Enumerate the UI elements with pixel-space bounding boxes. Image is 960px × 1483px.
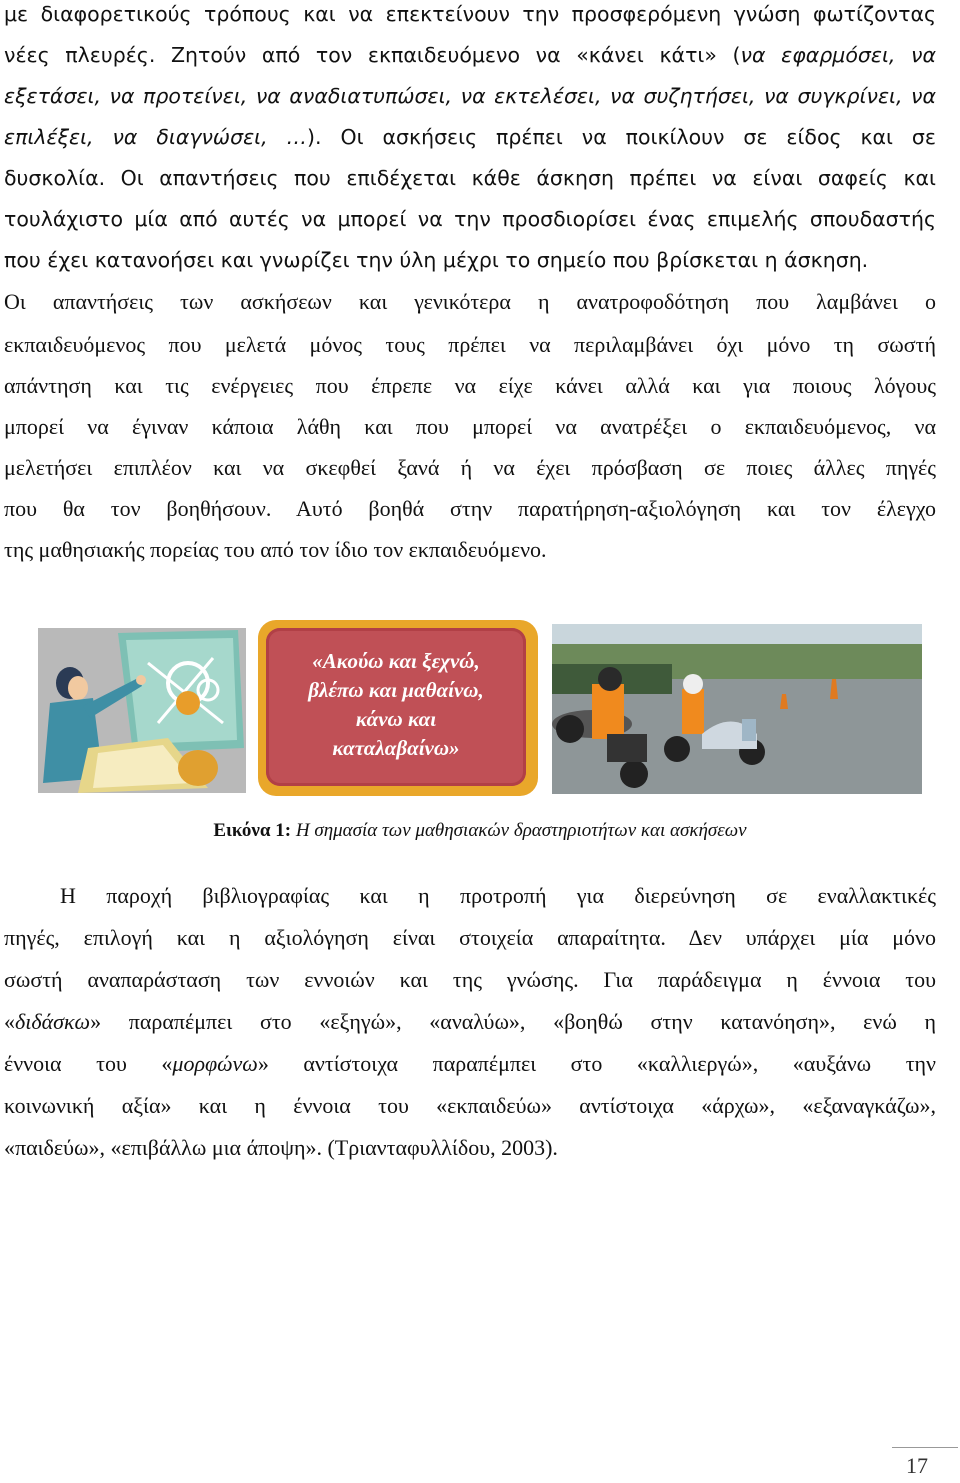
para2-line7: της μαθησιακής πορείας του από τον ίδιο τον εκπαιδευόμενο. <box>4 537 547 562</box>
figure <box>0 620 960 800</box>
quote-line1: «Ακούω και ξεχνώ, <box>312 649 480 673</box>
caption-text: Η σημασία των μαθησιακών δραστηριοτήτων και ασκήσεων <box>295 820 747 841</box>
para2-line3: απάντηση και τις ενέργειες που έπρεπε να είχε κάνει αλλά και για ποιους λόγους <box>4 373 936 398</box>
quote-line4: καταλαβαίνω» <box>332 736 460 760</box>
quote-line2: βλέπω και μαθαίνω, <box>308 678 484 702</box>
para3-line3: σωστή αναπαράσταση των εννοιών και της γνώσης. Για παράδειγμα η έννοια του <box>4 967 936 992</box>
para3-line7: «παιδεύω», «επιβάλλω μια άποψη». (Τριανταφυλλίδου, 2003). <box>4 1135 558 1160</box>
teacher-clipart-image <box>38 628 246 793</box>
para3-line5-c: » αντίστοιχα παραπέμπει στο «καλλιεργώ», «αυξάνω την <box>257 1051 936 1076</box>
para1-line4-b: ). Οι ασκήσεις πρέπει να ποικίλουν σε είδος και σε <box>307 125 936 149</box>
para1-line3: εξετάσει, να προτείνει, να αναδιατυπώσει, να εκτελέσει, να συζητήσει, να συγκρίνει, να <box>4 84 936 108</box>
para3-line5-italic: μορφώνω <box>172 1051 258 1076</box>
page-number: 17 <box>906 1453 928 1478</box>
para1-line2-italic: να εφαρμόσει, να <box>740 43 937 67</box>
para3-line4-italic: διδάσκω <box>15 1009 91 1034</box>
para3-line1: Η παροχή βιβλιογραφίας και η προτροπή για διερεύνηση σε εναλλακτικές <box>60 883 936 908</box>
para3-line5 <box>4 1051 936 1077</box>
quote-line3: κάνω και <box>355 707 437 731</box>
para3-line6: κοινωνική αξία» και η έννοια του «εκπαιδεύω» αντίστοιχα «άρχω», «εξαναγκάζω», <box>4 1093 936 1118</box>
para2-line6: που θα τον βοηθήσουν. Αυτό βοηθά στην παρατήρηση-αξιολόγηση και τον έλεγχο <box>4 496 936 521</box>
para3-line4 <box>4 1009 936 1035</box>
para1-line1: με διαφορετικούς τρόπους και να επεκτείνουν την προσφερόμενη γνώση φωτίζοντας <box>4 2 936 26</box>
para3-line2: πηγές, επιλογή και η αξιολόγηση είναι στοιχεία απαραίτητα. Δεν υπάρχει μία μόνο <box>4 925 936 950</box>
caption-label: Εικόνα 1: <box>213 820 292 841</box>
quote-text <box>266 647 526 763</box>
para3-line4-c: » παραπέμπει στο «εξηγώ», «αναλύω», «βοηθώ στην κατανόηση», ενώ η <box>90 1009 936 1034</box>
para1-line5: δυσκολία. Οι απαντήσεις που επιδέχεται κάθε άσκηση πρέπει να είναι σαφείς και <box>4 166 936 190</box>
page-number-rule <box>892 1447 958 1448</box>
para2-line5: μελετήσει επιπλέον και να σκεφθεί ξανά ή να έχει πρόσβαση σε ποιες άλλες πηγές <box>4 455 936 480</box>
para2-line1: Οι απαντήσεις των ασκήσεων και γενικότερα η ανατροφοδότηση που λαμβάνει ο <box>4 289 936 314</box>
para1-line6: τουλάχιστο μία από αυτές να μπορεί να την προσδιορίσει ένας επιμελής σπουδαστής <box>4 207 936 231</box>
figure-caption <box>0 820 960 842</box>
para2-line4: μπορεί να έγιναν κάποια λάθη και που μπορεί να ανατρέξει ο εκπαιδευόμενος, να <box>4 414 936 439</box>
para1-line2-a: νέες πλευρές. Ζητούν από τον εκπαιδευόμενο να «κάνει κάτι» ( <box>4 43 741 67</box>
para1-line4-italic: επιλέξει, να διαγνώσει, … <box>4 125 308 149</box>
para3-line4-a: « <box>4 1009 15 1034</box>
para3-line5-a: έννοια του « <box>4 1051 173 1076</box>
para2-line2: εκπαιδευόμενος που μελετά μόνος τους πρέπει να περιλαμβάνει όχι μόνο τη σωστή <box>4 332 936 357</box>
para1-line4 <box>4 125 936 149</box>
para1-line2 <box>4 43 936 67</box>
motorcycle-training-photo <box>552 624 922 794</box>
para1-line7: που έχει κατανοήσει και γνωρίζει την ύλη μέχρι το σημείο που βρίσκεται η άσκηση. <box>4 248 869 272</box>
